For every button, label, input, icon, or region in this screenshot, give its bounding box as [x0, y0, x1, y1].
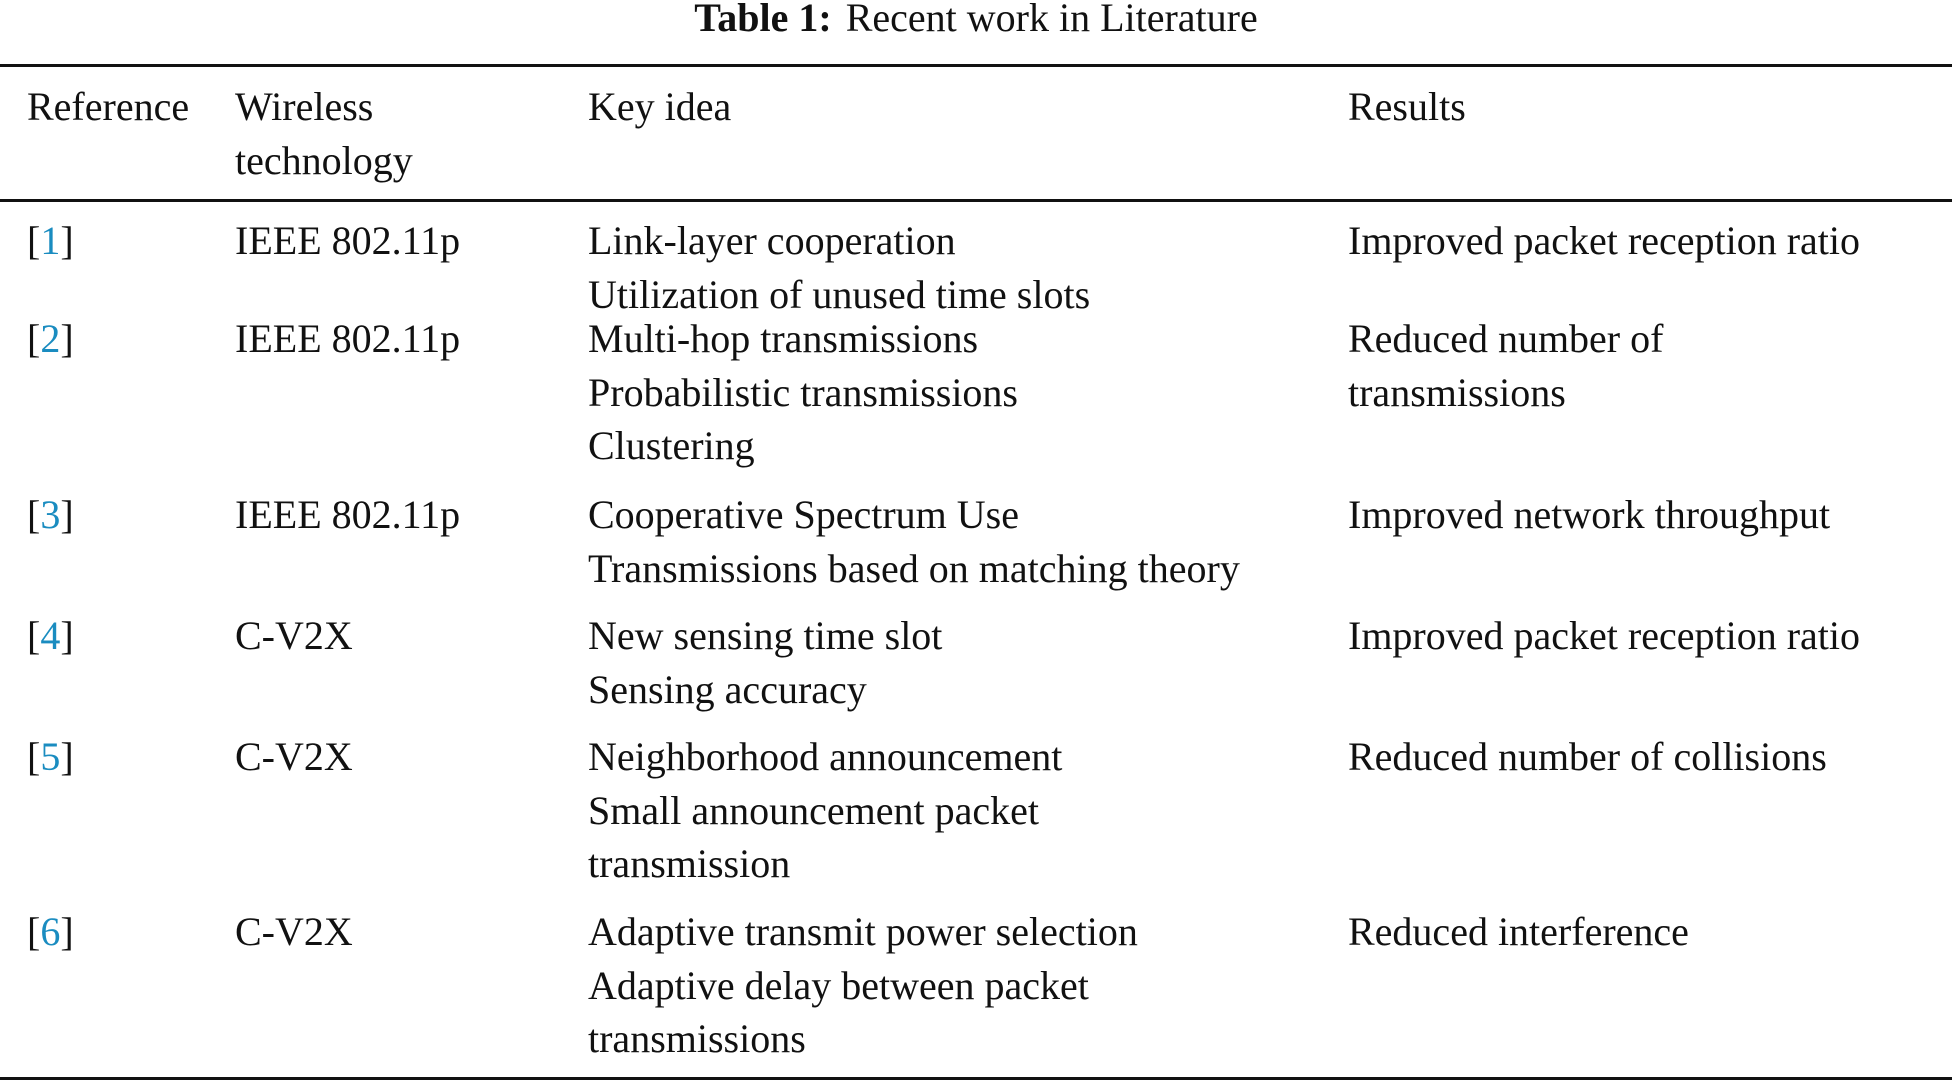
results-cell — [1348, 609, 1860, 663]
results-line: Improved network throughput — [1348, 492, 1831, 537]
header-wireless-technology — [235, 80, 413, 187]
results-line: Reduced number of collisions — [1348, 734, 1827, 779]
key-idea-line: Sensing accuracy — [588, 666, 867, 712]
results-cell — [1348, 488, 1830, 542]
key-idea-line: Transmissions based on matching theory — [588, 545, 1240, 591]
technology-cell: IEEE 802.11p — [235, 316, 461, 361]
key-idea-line: Probabilistic transmissions — [588, 369, 1018, 415]
key-idea-line: Clustering — [588, 423, 755, 468]
results-line: Improved packet reception ratio — [1348, 613, 1860, 658]
key-idea-cell — [588, 214, 1090, 321]
table-caption-title: Recent work in Literature — [845, 0, 1258, 40]
table-caption — [0, 0, 1952, 42]
results-line: Improved packet reception ratio — [1348, 218, 1860, 263]
key-idea-line: Multi-hop transmissions — [588, 316, 979, 361]
table-header-rule — [0, 199, 1952, 202]
citation-link[interactable]: 1 — [40, 218, 61, 263]
key-idea-cell — [588, 905, 1138, 1066]
key-idea-line: Cooperative Spectrum Use — [588, 492, 1019, 537]
key-idea-line: transmissions — [588, 1016, 806, 1061]
results-cell — [1348, 730, 1827, 784]
key-idea-line: Utilization of unused time slots — [588, 271, 1091, 317]
reference-cell: [6] — [27, 909, 74, 954]
results-cell — [1348, 214, 1860, 268]
reference-cell: [4] — [27, 613, 74, 658]
citation-link[interactable]: 2 — [40, 316, 61, 361]
table-caption-label: Table 1: — [694, 0, 832, 40]
key-idea-cell — [588, 730, 1062, 891]
citation-link[interactable]: 5 — [40, 734, 61, 779]
citation-link[interactable]: 4 — [40, 613, 61, 658]
reference-cell: [5] — [27, 734, 74, 779]
key-idea-cell — [588, 609, 942, 716]
table-bottom-rule — [0, 1077, 1952, 1080]
reference-cell: [2] — [27, 316, 74, 361]
results-line: transmissions — [1348, 369, 1566, 415]
header-wireless-technology-line1: Wireless — [235, 84, 374, 129]
results-cell — [1348, 905, 1689, 959]
technology-cell: IEEE 802.11p — [235, 492, 461, 537]
key-idea-line: Link-layer cooperation — [588, 218, 956, 263]
table-top-rule — [0, 64, 1952, 67]
results-cell — [1348, 312, 1663, 419]
key-idea-cell — [588, 488, 1240, 595]
technology-cell: C-V2X — [235, 734, 353, 779]
key-idea-line: Small announcement packet — [588, 787, 1039, 833]
header-key-idea: Key idea — [588, 84, 732, 129]
key-idea-line: Neighborhood announcement — [588, 734, 1063, 779]
results-line: Reduced interference — [1348, 909, 1689, 954]
citation-link[interactable]: 6 — [40, 909, 61, 954]
key-idea-cell — [588, 312, 1018, 473]
technology-cell: IEEE 802.11p — [235, 218, 461, 263]
header-wireless-technology-line2: technology — [235, 137, 413, 183]
reference-cell: [3] — [27, 492, 74, 537]
key-idea-line: transmission — [588, 841, 791, 886]
technology-cell: C-V2X — [235, 613, 353, 658]
citation-link[interactable]: 3 — [40, 492, 61, 537]
header-results: Results — [1348, 84, 1466, 129]
key-idea-line: Adaptive delay between packet — [588, 962, 1089, 1008]
results-line: Reduced number of — [1348, 316, 1664, 361]
key-idea-line: Adaptive transmit power selection — [588, 909, 1138, 954]
technology-cell: C-V2X — [235, 909, 353, 954]
header-reference: Reference — [27, 84, 190, 129]
reference-cell: [1] — [27, 218, 74, 263]
key-idea-line: New sensing time slot — [588, 613, 943, 658]
